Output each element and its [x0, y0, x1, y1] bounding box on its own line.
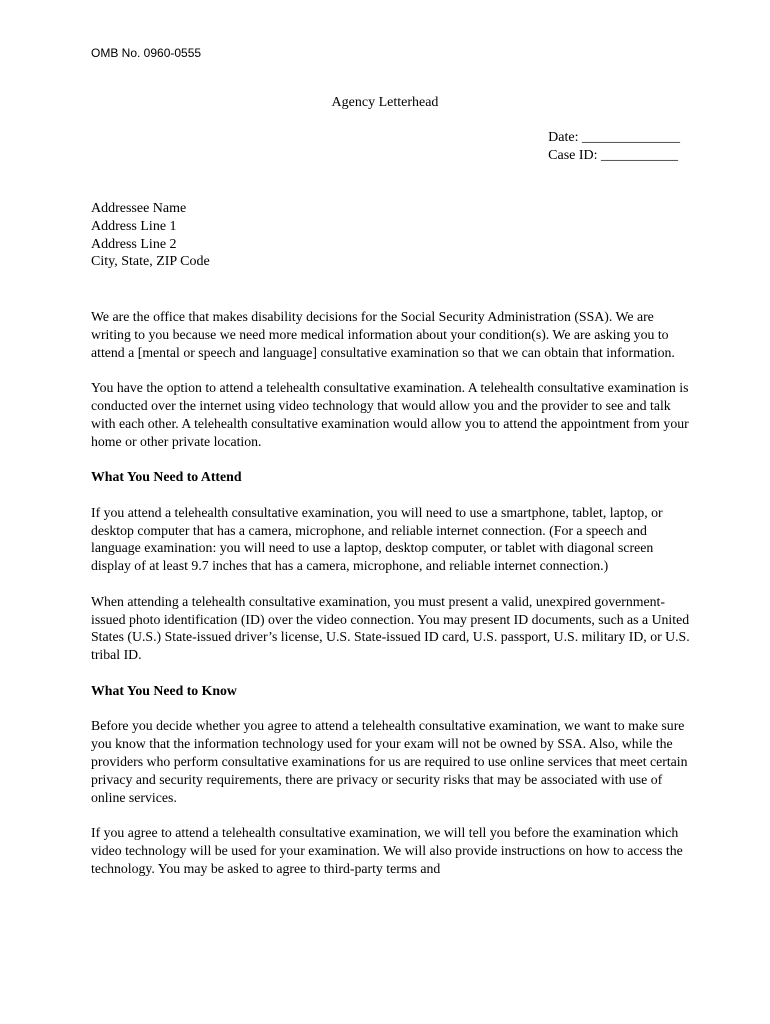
- letter-body: [91, 308, 691, 895]
- address-line-2: Address Line 2: [91, 236, 177, 252]
- intro-paragraph: We are the office that makes disability decisions for the Social Security Administration (SSA). We are writing to you because we need more medical information about your condition(s). We are asking you to attend a [mental or speech and language] consultative examination so that we can obtain that information.: [91, 309, 675, 360]
- date-line: Date: ______________: [548, 130, 680, 145]
- section-heading-attend: What You Need to Attend: [91, 469, 242, 485]
- city-state-zip: City, State, ZIP Code: [91, 254, 210, 270]
- privacy-risk-paragraph: Before you decide whether you agree to attend a telehealth consultative examination, we want to make sure you know that the information technology used for your exam will not be owned by SSA. Also, while the providers who perform consultative examinations for us are required to use online services that meet certain privacy and security requirements, there are privacy or security risks that may be associated with use of online services.: [91, 718, 688, 805]
- technology-instructions-paragraph: If you agree to attend a telehealth consultative examination, we will tell you before the examination which video technology will be used for your examination. We will also provide instructions on how to access the technology. You may be asked to agree to third-party terms and: [91, 825, 683, 876]
- agency-letterhead: Agency Letterhead: [331, 95, 439, 110]
- address-line-1: Address Line 1: [91, 218, 177, 234]
- date-case-block: [548, 129, 680, 164]
- section-heading-know: What You Need to Know: [91, 682, 237, 698]
- case-id-line: Case ID: ___________: [548, 147, 679, 163]
- addressee-name: Addressee Name: [91, 201, 187, 216]
- device-requirements-paragraph: If you attend a telehealth consultative examination, you will need to use a smartphone, tablet, laptop, or desktop computer that has a camera, microphone, and reliable internet connection. (For a speech and language examination: you will need to use a laptop, desktop computer, or tablet with diagonal screen display of at least 9.7 inches that has a camera, microphone, and reliable internet connection.): [91, 504, 663, 574]
- photo-id-paragraph: When attending a telehealth consultative examination, you must present a valid, unexpired government-issued photo identification (ID) over the video connection. You may present ID documents, such as a United States (U.S.) State-issued driver’s license, U.S. State-issued ID card, U.S. passport, U.S. military ID, or U.S. tribal ID.: [91, 593, 690, 663]
- addressee-block: [91, 200, 210, 271]
- omb-number: OMB No. 0960-0555: [91, 46, 202, 60]
- telehealth-option-paragraph: You have the option to attend a telehealth consultative examination. A telehealth consultative examination is conducted over the internet using video technology that would allow you and the provider to see and talk with each other. A telehealth consultative examination would allow you to attend the appointment from your home or other private location.: [91, 380, 689, 449]
